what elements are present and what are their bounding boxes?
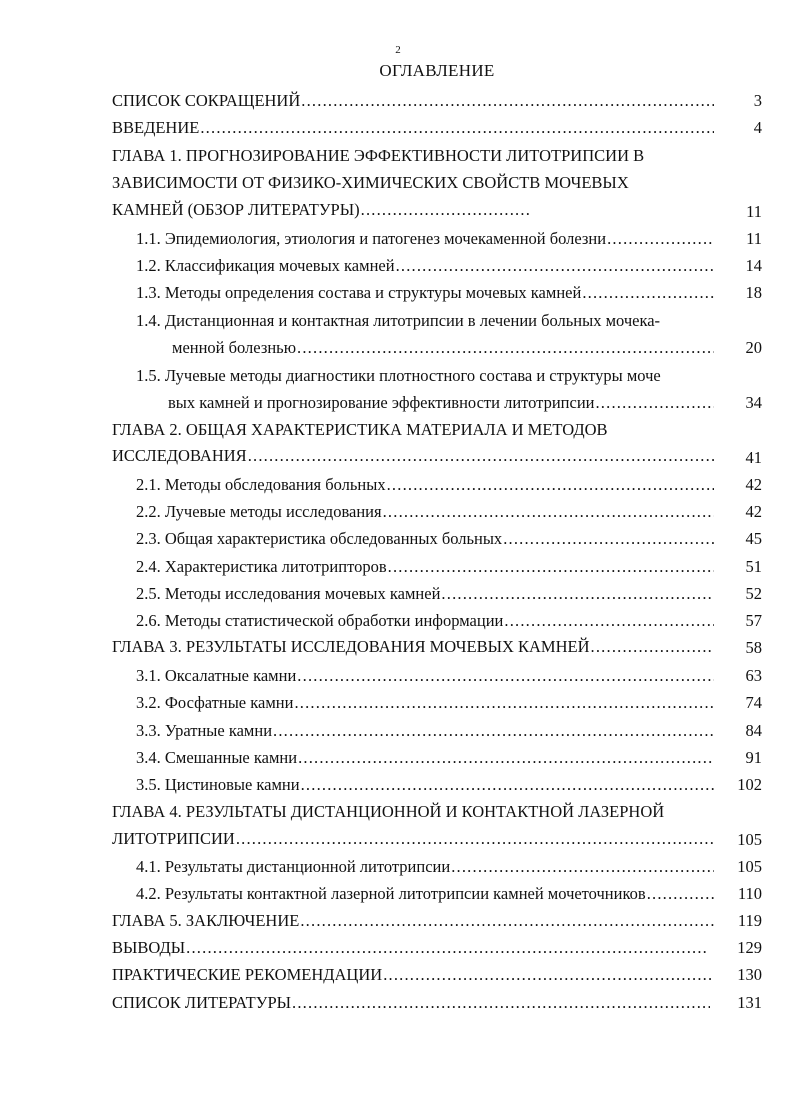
toc-entry-text: 2.4. Характеристика литотрипторов (136, 557, 387, 576)
toc-entry-text: 1.2. Классификация мочевых камней (136, 256, 395, 275)
toc-page-number: 41 (745, 448, 762, 467)
toc-entry-3-1[interactable] (136, 665, 714, 687)
toc-entry-1-1[interactable] (136, 228, 714, 250)
toc-page-number: 4 (753, 118, 762, 137)
toc-entry-text: 3.5. Цистиновые камни (136, 775, 300, 794)
toc-entry-2-4[interactable] (136, 556, 714, 578)
toc-entry-text: 2.2. Лучевые методы исследования (136, 502, 382, 521)
toc-page-number: 11 (746, 202, 762, 221)
toc-heading: ОГЛАВЛЕНИЕ (379, 61, 495, 80)
toc-entry-text: ВЫВОДЫ (112, 938, 186, 957)
toc-entry-4-1[interactable] (136, 856, 714, 878)
toc-entry-references[interactable] (112, 992, 710, 1014)
toc-entry-text: 2.6. Методы статистической обработки информации (136, 611, 504, 630)
toc-page-number: 34 (745, 393, 762, 412)
toc-entry-text: ВВЕДЕНИЕ (112, 118, 200, 137)
toc-chapter-3[interactable] (112, 636, 714, 658)
toc-entry-text: вых камней и прогнозирование эффективности литотрипсии (168, 393, 595, 412)
toc-page-number: 45 (745, 529, 762, 548)
toc-entry-text: 3.4. Смешанные камни (136, 748, 298, 767)
toc-entry-text: 3.3. Уратные камни (136, 721, 273, 740)
toc-page-number: 105 (737, 857, 762, 876)
toc-entry-introduction[interactable] (112, 117, 714, 139)
toc-entry-text: 2.1. Методы обследования больных (136, 475, 386, 494)
toc-entry-text: ЛИТОТРИПСИИ (112, 829, 235, 848)
toc-entry-1-3[interactable] (136, 282, 714, 304)
toc-page-number: 74 (745, 693, 762, 712)
toc-entry-3-3[interactable] (136, 720, 714, 742)
toc-entry-1-4-line2[interactable] (172, 337, 714, 359)
toc-page-number: 42 (745, 475, 762, 494)
toc-entry-1-2[interactable] (136, 255, 714, 277)
toc-entry-text: 2.3. Общая характеристика обследованных больных (136, 529, 503, 548)
toc-page-number: 110 (737, 884, 762, 903)
toc-entry-text: ИССЛЕДОВАНИЯ (112, 446, 247, 465)
toc-page-number: 130 (737, 965, 762, 984)
toc-entry-text: ГЛАВА 5. ЗАКЛЮЧЕНИЕ (112, 911, 300, 930)
toc-chapter-4-line1[interactable]: ГЛАВА 4. РЕЗУЛЬТАТЫ ДИСТАНЦИОННОЙ И КОНТАКТНОЙ ЛАЗЕРНОЙ (112, 802, 665, 821)
toc-page-number: 84 (745, 721, 762, 740)
toc-entry-text: 4.1. Результаты дистанционной литотрипсии (136, 857, 451, 876)
toc-entry-1-5-line2[interactable] (168, 392, 714, 414)
toc-page-number: 52 (745, 584, 762, 603)
toc-entry-text: 3.1. Оксалатные камни (136, 666, 297, 685)
toc-entry-text: СПИСОК ЛИТЕРАТУРЫ (112, 993, 292, 1012)
toc-page-number: 131 (737, 993, 762, 1012)
toc-entry-3-5[interactable] (136, 774, 714, 796)
toc-entry-2-5[interactable] (136, 583, 714, 605)
toc-chapter-2-line1[interactable]: ГЛАВА 2. ОБЩАЯ ХАРАКТЕРИСТИКА МАТЕРИАЛА И МЕТОДОВ (112, 420, 608, 439)
toc-entry-text: 2.5. Методы исследования мочевых камней (136, 584, 441, 603)
toc-entry-text: 4.2. Результаты контактной лазерной литотрипсии камней мочеточников (136, 884, 646, 903)
toc-page-number: 58 (745, 638, 762, 657)
toc-entry-abbreviations[interactable] (112, 90, 714, 112)
toc-chapter-4-line2[interactable] (112, 828, 714, 850)
toc-entry-2-3[interactable] (136, 528, 714, 550)
toc-entry-text: ГЛАВА 3. РЕЗУЛЬТАТЫ ИССЛЕДОВАНИЯ МОЧЕВЫХ КАМНЕЙ (112, 637, 590, 656)
toc-entry-4-2[interactable] (136, 883, 714, 905)
toc-page-number: 129 (737, 938, 762, 957)
toc-entry-1-5-line1[interactable]: 1.5. Лучевые методы диагностики плотностного состава и структуры моче (136, 366, 661, 385)
page-number: 2 (395, 44, 401, 56)
toc-page-number: 20 (745, 338, 762, 357)
toc-page-number: 119 (737, 911, 762, 930)
toc-page-number: 18 (745, 283, 762, 302)
toc-entry-1-4-line1[interactable]: 1.4. Дистанционная и контактная литотрипсии в лечении больных мочека- (136, 311, 661, 330)
toc-entry-3-2[interactable] (136, 692, 714, 714)
toc-entry-conclusions[interactable] (112, 937, 708, 959)
toc-entry-2-2[interactable] (136, 501, 714, 523)
toc-chapter-1-line3[interactable] (112, 199, 532, 221)
toc-page-number: 57 (745, 611, 762, 630)
toc-entry-recommendations[interactable] (112, 964, 714, 986)
toc-page-number: 42 (745, 502, 762, 521)
toc-entry-text: 1.3. Методы определения состава и структуры мочевых камней (136, 283, 582, 302)
toc-entry-3-4[interactable] (136, 747, 714, 769)
toc-entry-text: 3.2. Фосфатные камни (136, 693, 294, 712)
toc-entry-2-1[interactable] (136, 474, 714, 496)
toc-entry-text: ПРАКТИЧЕСКИЕ РЕКОМЕНДАЦИИ (112, 965, 383, 984)
toc-chapter-2-line2[interactable] (112, 445, 714, 467)
toc-page-number: 102 (737, 775, 762, 794)
toc-chapter-1-line1[interactable]: ГЛАВА 1. ПРОГНОЗИРОВАНИЕ ЭФФЕКТИВНОСТИ ЛИТОТРИПСИИ В (112, 146, 645, 165)
toc-page-number: 14 (745, 256, 762, 275)
toc-entry-text: менной болезнью (172, 338, 297, 357)
toc-page-number: 105 (737, 830, 762, 849)
toc-entry-text: КАМНЕЙ (ОБЗОР ЛИТЕРАТУРЫ) (112, 200, 360, 219)
toc-page-number: 3 (753, 91, 762, 110)
toc-page-number: 63 (745, 666, 762, 685)
toc-page-number: 91 (745, 748, 762, 767)
toc-chapter-1-line2[interactable]: ЗАВИСИМОСТИ ОТ ФИЗИКО-ХИМИЧЕСКИХ СВОЙСТВ МОЧЕВЫХ (112, 173, 629, 192)
toc-page-number: 51 (745, 557, 762, 576)
toc-entry-text: СПИСОК СОКРАЩЕНИЙ (112, 91, 301, 110)
toc-entry-text: 1.1. Эпидемиология, этиология и патогенез мочекаменной болезни (136, 229, 607, 248)
toc-chapter-5[interactable] (112, 910, 714, 932)
toc-entry-2-6[interactable] (136, 610, 714, 632)
toc-page-number: 11 (746, 229, 762, 248)
